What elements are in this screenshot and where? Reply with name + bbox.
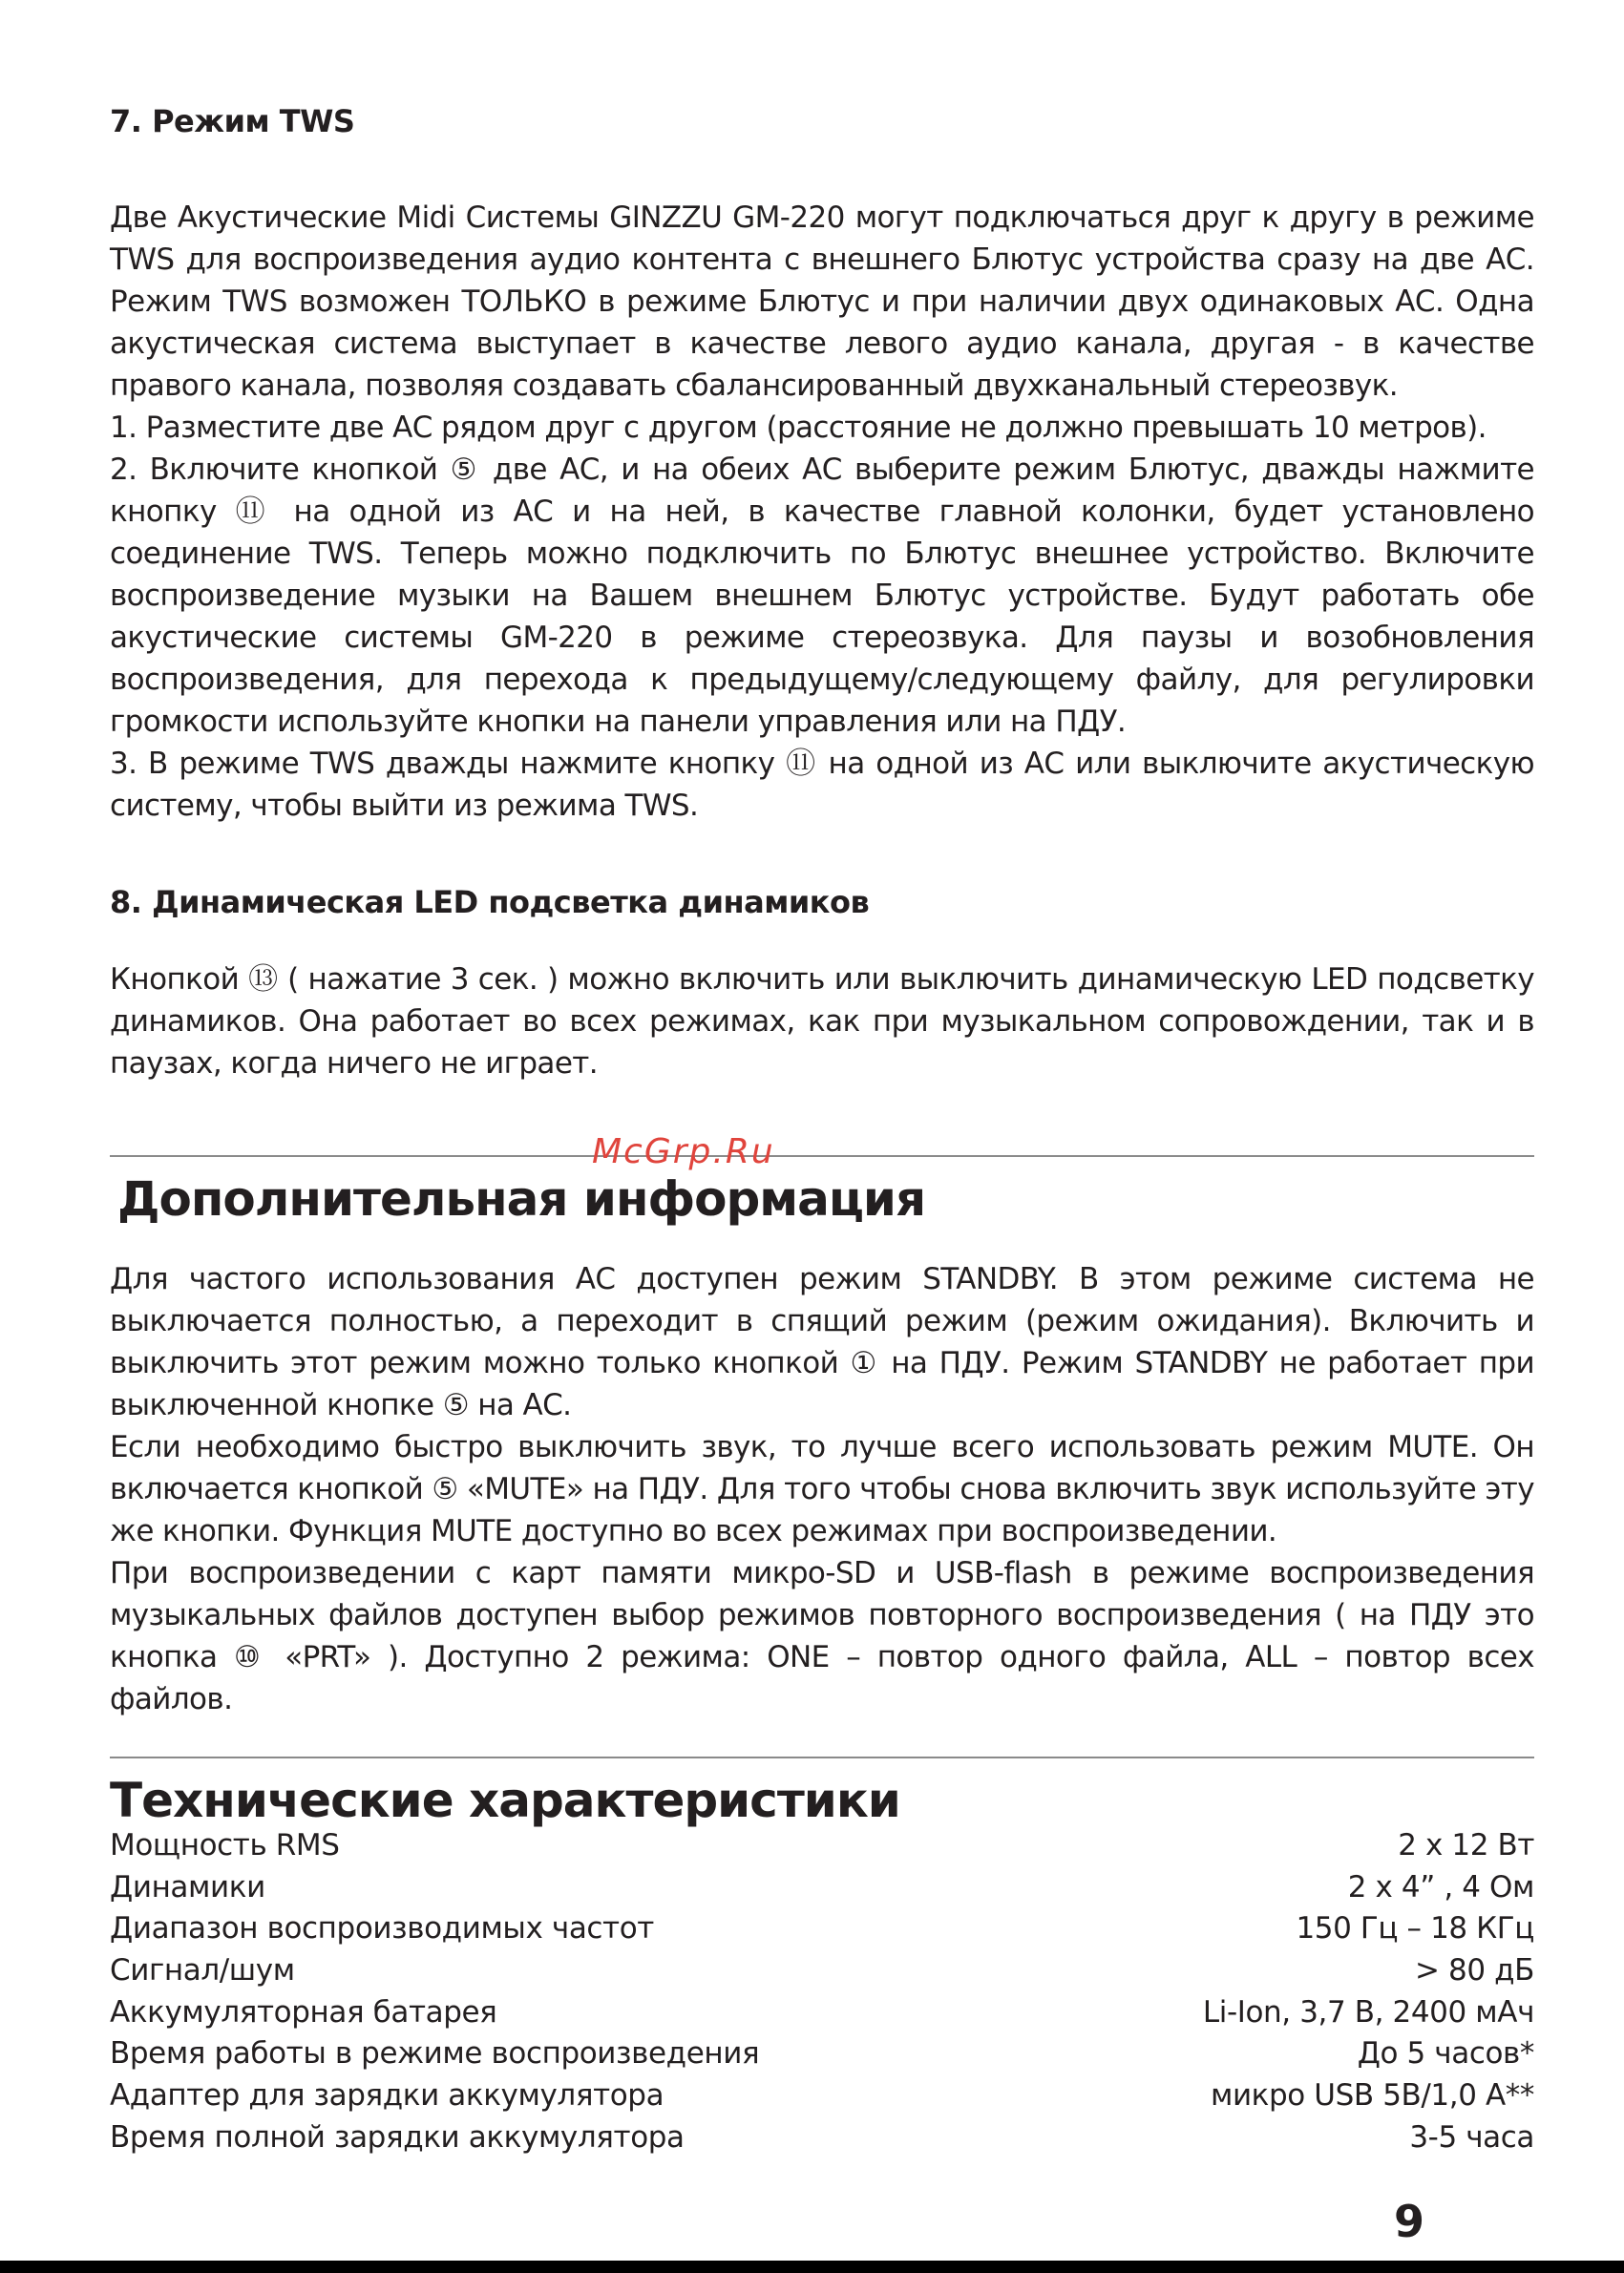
section7-step-3: 3. В режиме TWS дважды нажмите кнопку ⑪ на одной из АС или выключите акустическую систему, чтобы выйти из режима TWS. (110, 747, 1534, 823)
section8-body (110, 958, 1534, 1084)
bottom-bar (0, 2261, 1624, 2273)
section7-step-2: 2. Включите кнопкой ⑤ две АС, и на обеих АС выберите режим Блютус, дважды нажмите кнопку ⑪ на одной из АС и на ней, в качестве главной колонки, будет установлено соединение TWS. Теперь можно подключить по Блютус внешнее устройство. Включите воспроизведение музыки на Вашем внешнем Блютус устройстве. Будут работать обе акустические системы GM-220 в режиме стереозвука. Для паузы и возобновления воспроизведения, для перехода к предыдущему/следующему файлу, для регулировки громкости используйте кнопки на панели управления или на ПДУ. (110, 452, 1534, 739)
spec-value: До 5 часов* (1357, 2036, 1534, 2072)
spec-row (110, 1908, 1534, 1950)
spec-label: Мощность RMS (110, 1828, 340, 1863)
specs-table (110, 1825, 1534, 2159)
spec-label: Диапазон воспроизводимых частот (110, 1911, 654, 1947)
extra-info-title: Дополнительная информация (117, 1171, 926, 1227)
watermark: McGrp.Ru (592, 1132, 775, 1171)
section7-title: 7. Режим TWS (110, 103, 355, 139)
spec-label: Время полной зарядки аккумулятора (110, 2119, 685, 2155)
spec-label: Динамики (110, 1869, 265, 1905)
spec-value: 2 х 4” , 4 Ом (1347, 1869, 1534, 1905)
extra-paragraph-repeat: При воспроизведении с карт памяти микро-SD и USB-flash в режиме воспроизведения музыкальных файлов доступен выбор режимов повторного воспроизведения ( на ПДУ это кнопка ⑩ «PRT» ). Доступно 2 режима: ONE – повтор одного файла, ALL – повтор всех файлов. (110, 1556, 1534, 1716)
extra-info-body (110, 1258, 1534, 1720)
spec-value: 2 х 12 Вт (1398, 1828, 1534, 1863)
spec-value: > 80 дБ (1414, 1953, 1534, 1989)
spec-value: Li-Ion, 3,7 В, 2400 мАч (1202, 1994, 1534, 2030)
divider-1 (110, 1155, 1534, 1157)
section7-body (110, 197, 1534, 827)
spec-row (110, 1825, 1534, 1867)
specs-title: Технические характеристики (110, 1773, 900, 1828)
spec-value: 150 Гц – 18 КГц (1296, 1911, 1534, 1947)
spec-row (110, 1950, 1534, 1992)
spec-value: 3-5 часа (1409, 2119, 1534, 2155)
spec-value: микро USB 5В/1,0 А** (1210, 2078, 1534, 2114)
section7-step-1: 1. Разместите две АС рядом друг с другом (расстояние не должно превышать 10 метров). (110, 410, 1487, 445)
spec-row (110, 2117, 1534, 2159)
extra-paragraph-mute: Если необходимо быстро выключить звук, то лучше всего использовать режим MUTE. Он включается кнопкой ⑤ «MUTE» на ПДУ. Для того чтобы снова включить звук используйте эту же кнопки. Функция MUTE доступно во всех режимах при воспроизведении. (110, 1430, 1534, 1548)
extra-paragraph-standby: Для частого использования АС доступен режим STANDBY. В этом режиме система не выключается полностью, а переходит в спящий режим (режим ожидания). Включить и выключить этот режим можно только кнопкой ① на ПДУ. Режим STANDBY не работает при выключенной кнопке ⑤ на АС. (110, 1262, 1534, 1422)
spec-row (110, 1867, 1534, 1909)
section7-paragraph: Две Акустические Midi Системы GINZZU GM-220 могут подключаться друг к другу в режиме TWS для воспроизведения аудио контента с внешнего Блютус устройства сразу на две АС. Режим TWS возможен ТОЛЬКО в режиме Блютус и при наличии двух одинаковых АС. Одна акустическая система выступает в качестве левого аудио канала, другая - в качестве правого канала, позволяя создавать сбалансированный двухканальный стереозвук. (110, 200, 1534, 403)
spec-label: Аккумуляторная батарея (110, 1994, 497, 2030)
spec-label: Сигнал/шум (110, 1953, 295, 1989)
section8-paragraph: Кнопкой ⑬ ( нажатие 3 сек. ) можно включить или выключить динамическую LED подсветку динамиков. Она работает во всех режимах, как при музыкальном сопровождении, так и в паузах, когда ничего не играет. (110, 962, 1534, 1081)
spec-label: Адаптер для зарядки аккумулятора (110, 2078, 664, 2114)
divider-2 (110, 1757, 1534, 1758)
page-number: 9 (1394, 2196, 1425, 2247)
spec-row (110, 2075, 1534, 2117)
spec-row (110, 1992, 1534, 2034)
section8-title: 8. Динамическая LED подсветка динамиков (110, 884, 870, 920)
spec-label: Время работы в режиме воспроизведения (110, 2036, 760, 2072)
spec-row (110, 2033, 1534, 2075)
